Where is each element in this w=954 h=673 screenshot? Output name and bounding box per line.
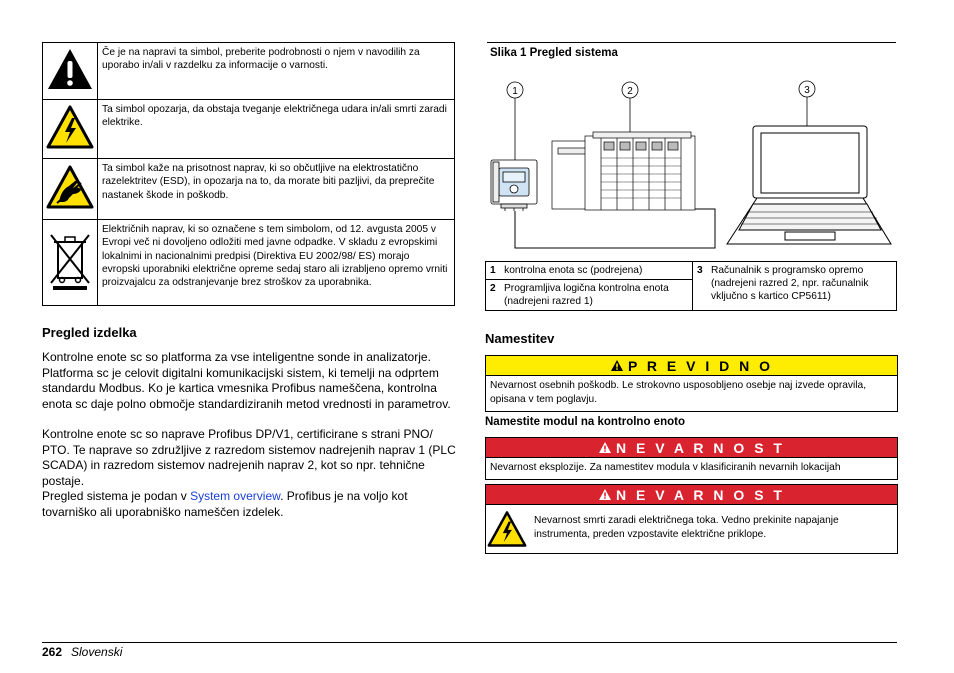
page-number: 262 — [42, 645, 63, 659]
danger-header — [486, 485, 897, 504]
plc-illustration — [552, 132, 695, 210]
legend-item — [693, 262, 897, 311]
danger-box-electrical — [485, 484, 898, 554]
symbol-icon-cell — [43, 43, 98, 100]
svg-text:3: 3 — [804, 85, 810, 96]
figure-legend — [485, 261, 897, 311]
svg-text:2: 2 — [627, 86, 633, 97]
text: Pregled sistema je podan v — [42, 489, 191, 503]
legend-number: 1 — [490, 265, 496, 276]
overview-paragraph: Kontrolne enote sc so naprave Profibus DP/V1, certificirane s strani PNO/ PTO. Te naprave so združljive z razredom sistemov nadrejenih naprav 1 (PLC SCADA) in razredom sistemov nadrejenih naprav 2, kot so npr. tehnične postaje. — [42, 427, 456, 488]
figure-caption: Slika 1 Pregled sistema — [490, 47, 618, 59]
esd-icon — [45, 164, 95, 210]
symbol-description: Če je na napravi ta simbol, preberite podrobnosti o njem v navodilih za uporabo in/ali v razdelku za informacije o varnosti. — [98, 43, 455, 100]
danger-body — [486, 504, 897, 553]
sc-controller-illustration — [491, 160, 537, 211]
profibus-cable — [515, 209, 715, 248]
section-title-install: Namestitev — [485, 331, 555, 346]
danger-box — [485, 437, 898, 480]
danger-text: Nevarnost smrti zaradi električnega toka. Vedno prekinite napajanje instrumenta, preden vzpostavite električne priklope. — [534, 515, 839, 540]
text: . Profibus je na voljo kot tovarniško ali uporabniško nameščen izdelek. — [42, 489, 408, 519]
weee-bin-icon — [45, 229, 95, 291]
footer-rule — [42, 642, 897, 643]
warning-triangle-icon — [598, 441, 612, 454]
caution-label: P R E V I D N O — [627, 357, 774, 374]
legend-text: Programljiva logična kontrolna enota (nadrejeni razred 1) — [504, 283, 669, 307]
symbol-table — [42, 42, 455, 306]
svg-text:1: 1 — [512, 86, 518, 97]
symbol-description: Ta simbol opozarja, da obstaja tveganje električnega udara in/ali smrti zaradi elektrike. — [98, 100, 455, 159]
danger-text: Nevarnost eksplozije. Za namestitev modula v klasificiranih nevarnih lokacijah — [486, 457, 897, 479]
danger-label: N E V A R N O S T — [616, 439, 785, 456]
legend-text: Računalnik s programsko opremo (nadrejeni razred 2, npr. računalnik vključno s kartico CP5611) — [711, 265, 869, 302]
symbol-description: Ta simbol kaže na prisotnost naprav, ki so občutljive na elektrostatično razelektritev (ESD), in opozarja na to, da morate biti pazljivi, da preprečite nastanek škode in poškodb. — [98, 159, 455, 220]
laptop-illustration — [727, 126, 891, 244]
legend-item — [486, 280, 693, 311]
caution-header — [486, 356, 897, 375]
danger-icon-cell — [486, 505, 528, 553]
system-overview-diagram — [485, 66, 897, 258]
figure-rule — [487, 42, 896, 43]
callout-1 — [507, 82, 523, 160]
callout-3 — [799, 81, 815, 126]
legend-number: 3 — [697, 265, 703, 276]
footer-language: Slovenski — [71, 645, 123, 659]
legend-text: kontrolna enota sc (podrejena) — [504, 265, 643, 276]
danger-header — [486, 438, 897, 457]
danger-label: N E V A R N O S T — [616, 486, 785, 503]
system-overview-link[interactable]: System overview — [190, 489, 281, 503]
symbol-icon-cell — [43, 159, 98, 220]
electrical-hazard-icon — [486, 510, 528, 548]
caution-text: Nevarnost osebnih poškodb. Le strokovno usposobljeno osebje naj izvede opravila, opisana v tem poglavju. — [486, 375, 897, 411]
symbol-description: Električnih naprav, ki so označene s tem simbolom, od 12. avgusta 2005 v Evropi več ni dovoljeno odložiti med javne odpadke. V skladu z evropskimi lokalnimi in nacionalnimi predpisi (Direktiva EU 2002/98/ ES) morajo evropski uporabniki električne opreme sedaj staro ali izrabljeno opremo vrniti proizvajalcu za odstranjevanje brez stroškov za uporabnika. — [98, 220, 455, 306]
electrical-hazard-icon — [45, 104, 95, 150]
overview-paragraph: Kontrolne enote sc so platforma za vse inteligentne sonde in analizatorje. Platforma sc je celovit digitalni komunikacijski sistem, ki temelji na odprtem standardu Modbus. Ko je kartica vmesnika Profibus nameščena, kontrolna enota sc daje polno območje standardiziranih metod vrednosti in parametrov. — [42, 350, 451, 411]
warning-triangle-icon — [610, 359, 624, 372]
legend-number: 2 — [490, 283, 496, 294]
warning-triangle-icon — [598, 488, 612, 501]
symbol-icon-cell — [43, 100, 98, 159]
general-warning-icon — [45, 46, 95, 92]
callout-2 — [622, 82, 638, 136]
section-title-overview: Pregled izdelka — [42, 325, 137, 340]
overview-paragraph — [42, 489, 457, 520]
caution-box — [485, 355, 898, 412]
symbol-icon-cell — [43, 220, 98, 306]
legend-item — [486, 262, 693, 280]
subsection-title: Namestite modul na kontrolno enoto — [485, 416, 685, 428]
